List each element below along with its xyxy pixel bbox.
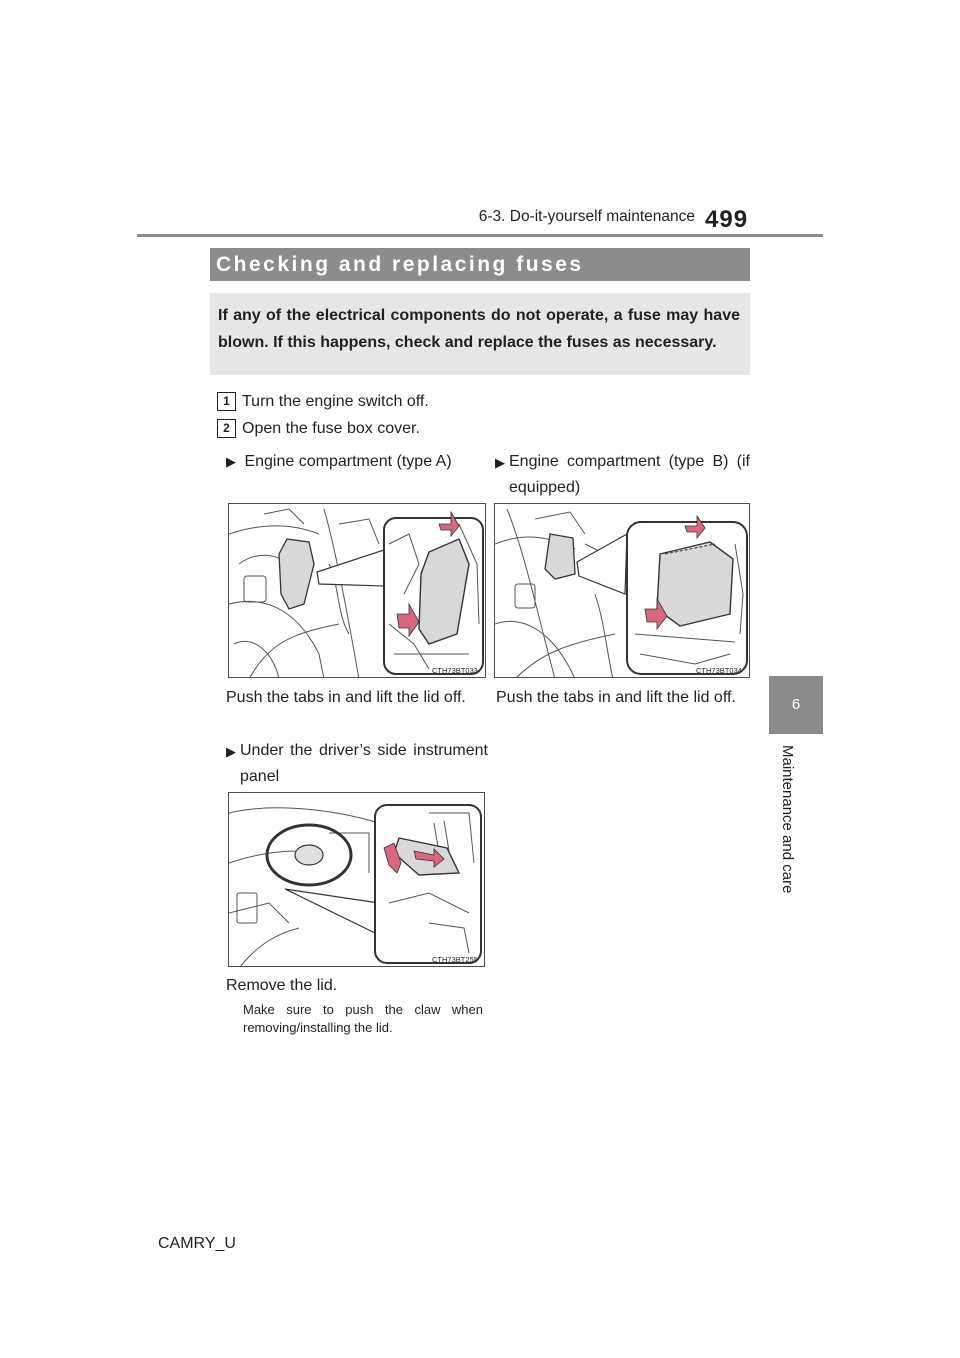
page-number: 499 <box>705 206 749 233</box>
triangle-bullet-icon: ▶ <box>495 455 505 470</box>
engine-type-a-illustration <box>229 504 486 678</box>
intro-box <box>210 293 750 375</box>
location-c-note: Make sure to push the claw when removing/installing the lid. <box>243 1002 483 1035</box>
chapter-label: Maintenance and care <box>779 745 796 894</box>
step-2-text: Open the fuse box cover. <box>242 420 420 437</box>
instrument-panel-illustration <box>229 793 485 967</box>
location-b-title: ▶ Engine compartment (type B) (if equipped) <box>495 449 750 501</box>
header-rule <box>137 234 823 237</box>
location-a-caption: Push the tabs in and lift the lid off. <box>226 689 466 706</box>
intro-text: If any of the electrical components do not operate, a fuse may have blown. If this happens, check and replace the fuses as necessary. <box>218 307 740 351</box>
figure-instrument-panel <box>228 792 485 967</box>
step-number: 1 <box>217 392 236 411</box>
section-title: 6-3. Do-it-yourself maintenance <box>478 208 695 225</box>
step-number: 2 <box>217 419 236 438</box>
step-2 <box>217 419 236 438</box>
location-a-title: ▶ Engine compartment (type A) <box>226 453 452 470</box>
figure-code: CTH73BT033 <box>432 666 478 675</box>
model-code: CAMRY_U <box>158 1235 236 1252</box>
step-1-text: Turn the engine switch off. <box>242 393 429 410</box>
figure-code: CTH73BT034 <box>696 666 742 675</box>
location-c-caption: Remove the lid. <box>226 977 338 994</box>
chapter-tab[interactable]: 6 <box>769 676 823 734</box>
location-c-title: ▶ Under the driver’s side instrument panel <box>226 738 488 790</box>
figure-engine-type-a <box>228 503 486 678</box>
section-heading: Checking and replacing fuses <box>210 248 750 281</box>
figure-code: CTH73BT255 <box>432 955 478 964</box>
triangle-bullet-icon: ▶ <box>226 454 236 469</box>
location-b-caption: Push the tabs in and lift the lid off. <box>496 689 736 706</box>
step-1 <box>217 392 236 411</box>
figure-engine-type-b <box>494 503 750 678</box>
engine-type-b-illustration <box>495 504 750 678</box>
triangle-bullet-icon: ▶ <box>226 744 236 759</box>
